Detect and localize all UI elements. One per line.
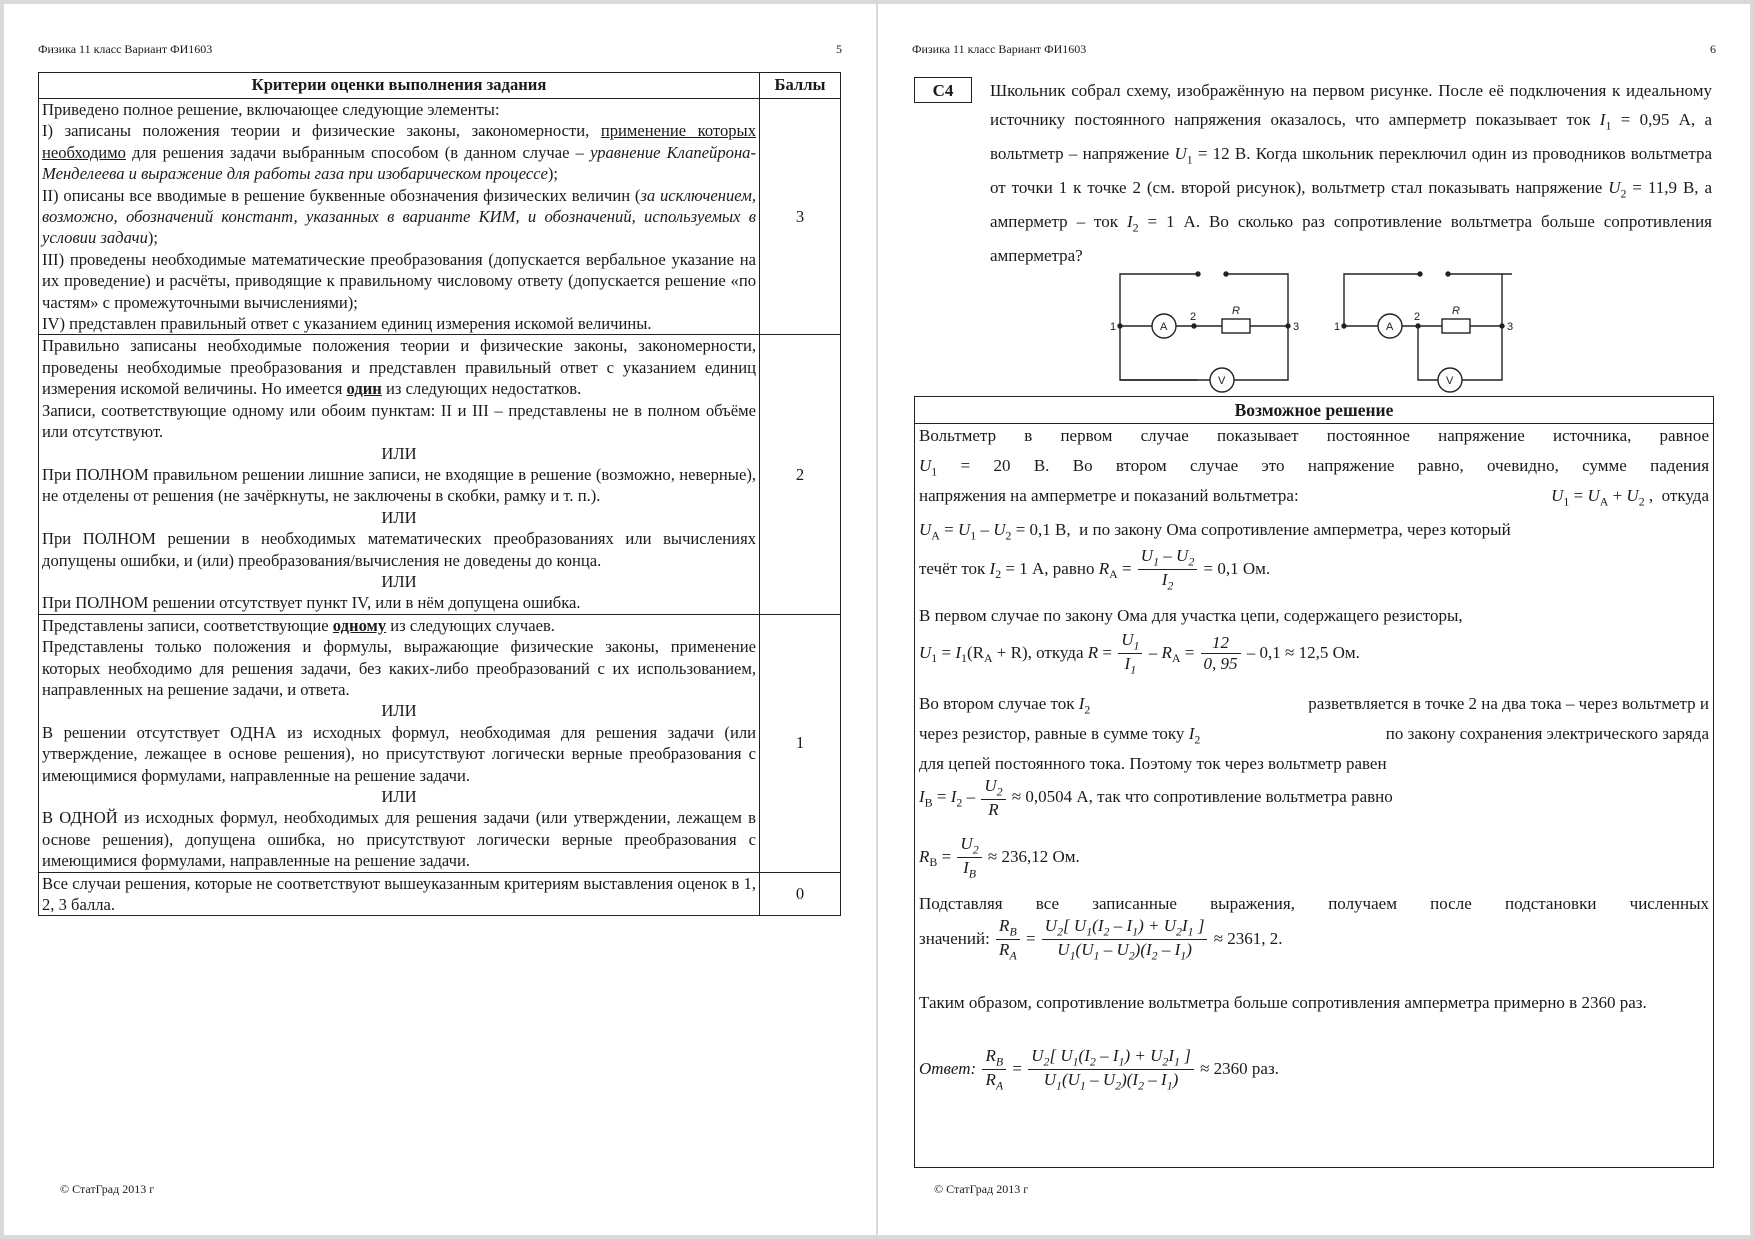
criteria-table — [38, 72, 841, 916]
criteria-text: IV) представлен правильный ответ с указанием единиц измерения искомой величины. — [42, 314, 652, 334]
table-header-row — [39, 73, 841, 99]
solution-line: Во втором случае ток $I_2$ разветвляется в точке 2 на два тока – через вольтметр и — [919, 694, 1709, 717]
criteria-column-header: Критерии оценки выполнения задания — [39, 73, 760, 99]
task-label: C4 — [914, 77, 972, 103]
or-separator: ИЛИ — [381, 787, 417, 806]
solution-body — [915, 424, 1713, 1168]
node-label: 3 — [1293, 321, 1300, 333]
criteria-text: Представлены только положения и формулы, выражающие физические законы, применение которых необходимо для решения задачи, без каких-либо преобразований с их использованием, направленных на решение задачи, и ответа. — [42, 637, 756, 699]
page-footer: © СтатГрад 2013 г — [934, 1182, 1029, 1196]
criteria-text: Представлены записи, соответствующие одному из следующих случаев. — [42, 615, 555, 635]
points-cell: 3 — [760, 99, 841, 335]
voltmeter-label: V — [1446, 375, 1454, 387]
criteria-text: Правильно записаны необходимые положения теории и физические законы, закономерности, проведены необходимые преобразования и представлен правильный ответ с указанием единиц измерения искомой величины. Но имеется один из следующих недостатков. — [42, 336, 756, 399]
resistor-label: R — [1452, 305, 1460, 317]
criteria-cell — [39, 99, 760, 335]
page-number: 5 — [836, 42, 842, 56]
solution-line: $U_A = U_1 - U_2 = 0,1$ В, и по закону Ома сопротивление амперметра, через который — [919, 520, 1511, 543]
criteria-cell — [39, 614, 760, 872]
node-label: 1 — [1334, 321, 1341, 333]
answer-line: Ответ: $\frac{R_B}{R_A}$ = $\frac{U_2[ U_1(I_2 - I_1) + U_2I_1 ]}{U_1(U_1 - U_2)(I_2 - I_1)}$ ≈ 2360 раз. — [919, 1046, 1279, 1093]
resistor-label: R — [1232, 305, 1240, 317]
circuit-2 — [1342, 272, 1512, 392]
page-header: Физика 11 класс Вариант ФИ1603 — [912, 42, 1087, 56]
circuit-1 — [1118, 272, 1290, 392]
solution-line: через резистор, равные в сумме току $I_2$ по закону сохранения электрического заряда — [919, 724, 1709, 747]
criteria-text: III) проведены необходимые математические преобразования (допускается вербальное указание на их проведение) и расчёты, приводящие к правильному числовому ответу (допускается решение «по частям» с промежуточными вычислениями); — [42, 249, 756, 312]
or-separator: ИЛИ — [381, 701, 417, 721]
page-left — [4, 4, 876, 1235]
solution-line: В первом случае по закону Ома для участка цепи, содержащего резисторы, — [919, 606, 1463, 625]
solution-title: Возможное решение — [915, 397, 1713, 424]
node-label: 2 — [1190, 311, 1197, 323]
solution-line: $I_B = I_2$ – $\frac{U_2}{R}$ ≈ 0,0504 А, так что сопротивление вольтметра равно — [919, 776, 1393, 820]
criteria-text: Записи, соответствующие одному или обоим пунктам: II и III – представлены не в полном объёме или отсутствуют. — [42, 400, 756, 442]
solution-line: для цепей постоянного тока. Поэтому ток через вольтметр равен — [919, 754, 1387, 773]
solution-line: Вольтметр в первом случае показывает постоянное напряжение источника, равное — [919, 426, 1709, 445]
criteria-text: I) записаны положения теории и физические законы, закономерности, применение которых необходимо для решения задачи выбранным способом (в данном случае – уравнение Клапейрона-Менделеева и выражение для работы газа при изобарическом процессе); — [42, 121, 757, 184]
criteria-text: В решении отсутствует ОДНА из исходных формул, необходимая для решения задачи (или утверждение, лежащее в основе решения), но присутствуют логически верные преобразования с имеющимися формулами, направленные на решение задачи. — [42, 722, 756, 785]
solution-line: $R_B$ = $\frac{U_2}{I_B}$ ≈ 236,12 Ом. — [919, 834, 1080, 881]
solution-line: напряжения на амперметре и показаний вольтметра: $U_1 = U_A + U_2$ , откуда — [919, 486, 1709, 509]
solution-line: значений: $\frac{R_B}{R_A}$ = $\frac{U_2[ U_1(I_2 - I_1) + U_2I_1 ]}{U_1(U_1 - U_2)(I_2 - I_1)}$ ≈ 2361, 2. — [919, 916, 1283, 963]
or-separator: ИЛИ — [381, 571, 417, 591]
criteria-text: При ПОЛНОМ правильном решении лишние записи, не входящие в решение (возможно, неверные), не отделены от решения (не зачёркнуты, не заключены в скобки, рамку и т. п.). — [42, 464, 756, 506]
solution-line: $U_1 = I_1(R_A + R)$, откуда R = $\frac{U_1}{I_1}$ – $R_A$ = $\frac{12}{0, 95}$ – 0,1 ≈ 12,5 Ом. — [919, 630, 1360, 677]
criteria-text: При ПОЛНОМ решении в необходимых математических преобразованиях или вычислениях допущены ошибки, и (или) преобразования/вычисления не доведены до конца. — [42, 529, 756, 570]
solution-box — [914, 396, 1714, 1168]
criteria-cell — [39, 872, 760, 916]
or-separator: ИЛИ — [381, 507, 417, 527]
table-row-2-points — [39, 335, 841, 614]
task-statement: Школьник собрал схему, изображённую на первом рисунке. После её подключения к идеальному источнику постоянного напряжения оказалось, что амперметр показывает ток $I_1 = 0,95$ А, а вольтметр – напряжение $U_1 = 12$ В. Когда школьник переключил один из проводников вольтметра от точки 1 к точке 2 (см. второй рисунок), вольтметр стал показывать напряжение $U_2 = 11,9$ В, а амперметр – ток $I_2 = 1$ А. Во сколько раз сопротивление вольтметра больше сопротивления амперметра? — [990, 81, 1713, 265]
node-label: 2 — [1414, 311, 1421, 323]
voltmeter-label: V — [1218, 375, 1226, 387]
criteria-text: Приведено полное решение, включающее следующие элементы: — [42, 100, 500, 119]
node-label: 3 — [1507, 321, 1514, 333]
ammeter-label: A — [1160, 321, 1168, 333]
page-footer: © СтатГрад 2013 г — [60, 1182, 155, 1196]
table-row-0-points — [39, 872, 841, 916]
or-separator: ИЛИ — [381, 443, 417, 463]
solution-line: течёт ток $I_2 = 1$ А, равно $R_A$ = $\frac{U_1 - U_2}{I_2}$ = 0,1 Ом. — [919, 546, 1271, 593]
page-header: Физика 11 класс Вариант ФИ1603 — [38, 42, 213, 56]
criteria-text: II) описаны все вводимые в решение буквенные обозначения физических величин (за исключением, возможно, обозначений констант, указанных в варианте КИМ, и обозначений, используемых в условии задачи); — [42, 185, 756, 248]
points-cell: 2 — [760, 335, 841, 614]
solution-line: Подставляя все записанные выражения, получаем после подстановки численных — [919, 894, 1709, 913]
criteria-text: Все случаи решения, которые не соответствуют вышеуказанным критериям выставления оценок в 1, 2, 3 балла. — [42, 873, 756, 915]
solution-line: Таким образом, сопротивление вольтметра больше сопротивления амперметра примерно в 2360 раз. — [919, 993, 1647, 1012]
table-row-3-points — [39, 99, 841, 335]
table-row-1-point — [39, 614, 841, 872]
criteria-text: При ПОЛНОМ решении отсутствует пункт IV, или в нём допущена ошибка. — [42, 593, 581, 613]
points-cell: 1 — [760, 614, 841, 872]
page-number: 6 — [1710, 42, 1716, 56]
node-label: 1 — [1110, 321, 1117, 333]
circuit-diagrams — [1110, 270, 1514, 387]
criteria-cell — [39, 335, 760, 614]
points-column-header: Баллы — [760, 73, 841, 99]
points-cell: 0 — [760, 872, 841, 916]
page-right — [878, 4, 1750, 1235]
solution-line: $U_1 = 20$ В. Во втором случае это напряжение равно, очевидно, сумме падения — [919, 456, 1710, 479]
ammeter-label: A — [1386, 321, 1394, 333]
criteria-text: В ОДНОЙ из исходных формул, необходимых для решения задачи (или утверждении, лежащем в основе решения), допущена ошибка, но присутствуют логически верные преобразования с имеющимися формулами, направленные на решение задачи. — [42, 808, 756, 871]
